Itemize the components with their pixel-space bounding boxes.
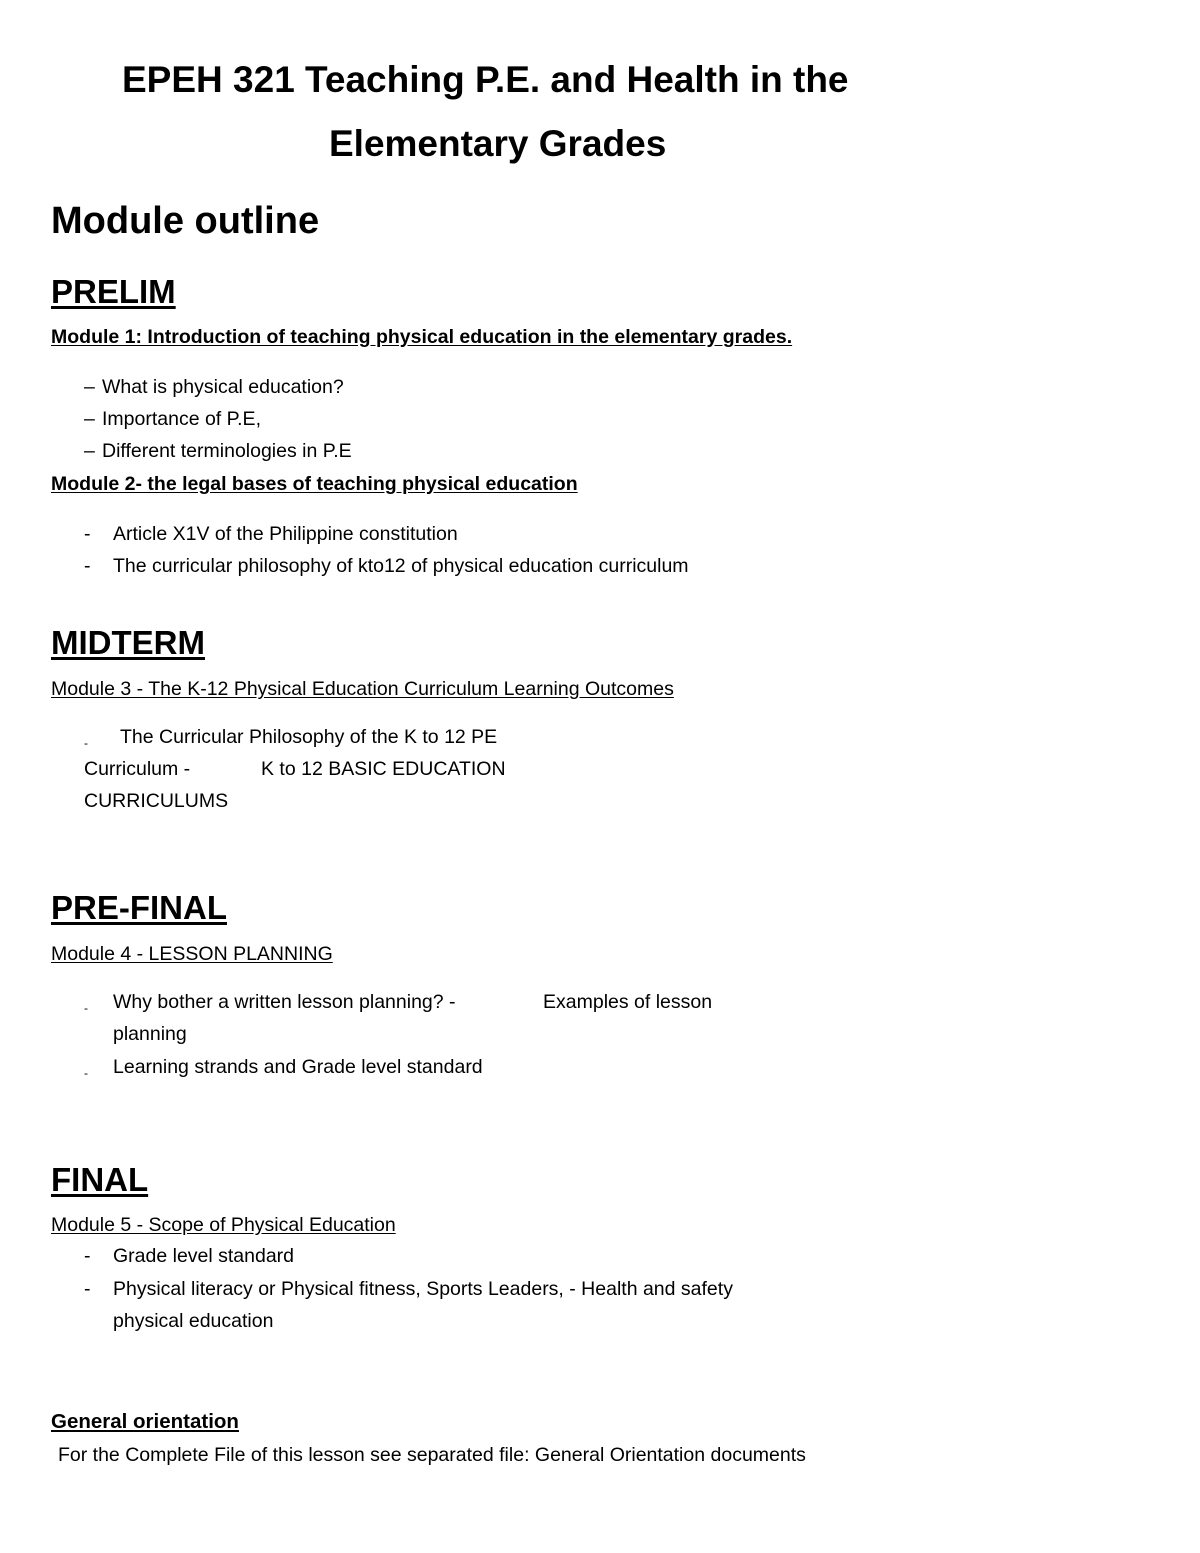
module4-bullet: - (84, 1001, 88, 1015)
general-orientation-heading: General orientation (51, 1410, 239, 1433)
module4-line: Why bother a written lesson planning? - (113, 991, 456, 1013)
module5-line: Grade level standard (113, 1245, 295, 1267)
module1-item-text: What is physical education? (102, 376, 344, 398)
module4-line: Learning strands and Grade level standard (113, 1056, 483, 1078)
module4-line: planning (113, 1023, 187, 1045)
module2-bullet: - (84, 555, 91, 577)
module2-title: Module 2- the legal bases of teaching physical education (51, 473, 578, 495)
document-title-line2: Elementary Grades (329, 123, 667, 164)
module1-item-text: Importance of P.E, (102, 408, 261, 430)
module-outline-heading: Module outline (51, 200, 320, 242)
module5-line: physical education (113, 1310, 274, 1332)
general-orientation-text: For the Complete File of this lesson see separated file: General Orientation documents (58, 1444, 806, 1466)
module5-title: Module 5 - Scope of Physical Education (51, 1214, 396, 1236)
module1-item-text: Different terminologies in P.E (102, 440, 352, 462)
module1-item (84, 375, 344, 399)
module3-title: Module 3 - The K-12 Physical Education Curriculum Learning Outcomes (51, 678, 674, 700)
module1-item (84, 439, 352, 463)
bullet-dash: – (84, 440, 95, 462)
module5-bullet: - (84, 1245, 91, 1267)
module3-line: The Curricular Philosophy of the K to 12 PE (120, 726, 498, 748)
module2-item: Article X1V of the Philippine constitution (113, 523, 458, 545)
module3-line: K to 12 BASIC EDUCATION (261, 758, 506, 780)
module1-item (84, 407, 261, 431)
module5-bullet: - (84, 1278, 91, 1300)
bullet-dash: – (84, 376, 95, 398)
module4-line: Examples of lesson (543, 991, 713, 1013)
module2-bullet: - (84, 523, 91, 545)
document-title-line1: EPEH 321 Teaching P.E. and Health in the (122, 59, 849, 100)
module3-bullet: - (84, 736, 88, 750)
module1-title: Module 1: Introduction of teaching physical education in the elementary grades. (51, 326, 793, 348)
midterm-heading: MIDTERM (51, 624, 205, 661)
bullet-dash: – (84, 408, 95, 430)
module3-line: Curriculum - (84, 758, 191, 780)
final-heading: FINAL (51, 1161, 149, 1198)
module4-bullet: - (84, 1066, 88, 1080)
prefinal-heading: PRE-FINAL (51, 889, 227, 926)
module3-line: CURRICULUMS (84, 790, 229, 812)
prelim-heading: PRELIM (51, 273, 176, 310)
module4-title: Module 4 - LESSON PLANNING (51, 943, 333, 965)
module5-line: Physical literacy or Physical fitness, Sports Leaders, - Health and safety (113, 1278, 733, 1300)
module2-item: The curricular philosophy of kto12 of physical education curriculum (113, 555, 689, 577)
